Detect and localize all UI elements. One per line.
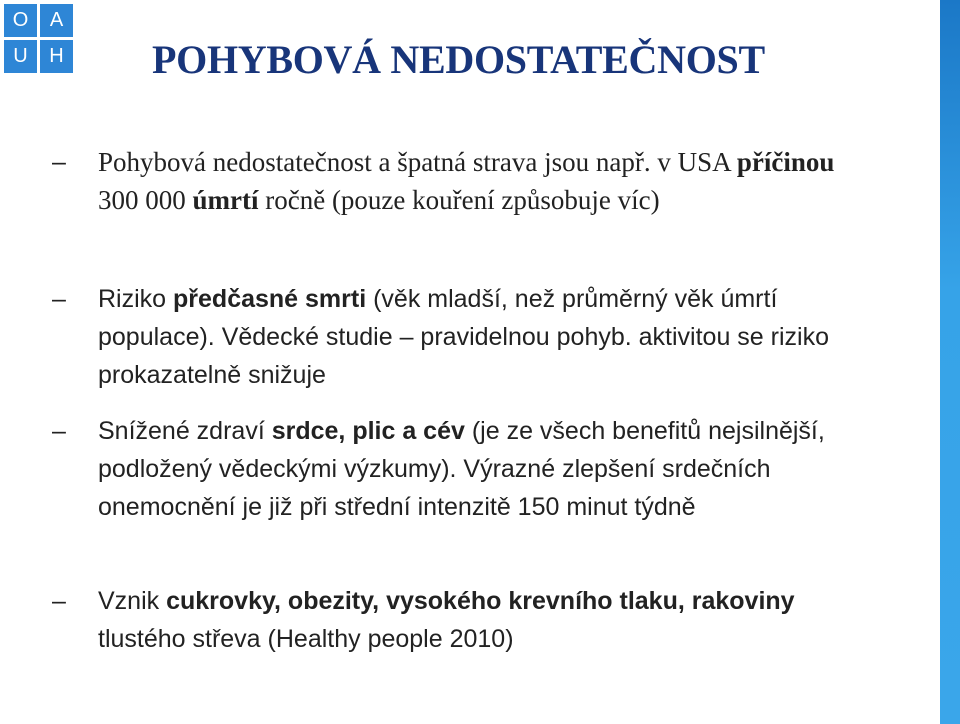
bullet-item	[52, 280, 862, 394]
bullet-dash: –	[52, 417, 66, 445]
bullet-dash: –	[52, 148, 66, 176]
bullet-text-segment: Snížené zdraví	[98, 417, 272, 445]
bullet-item	[52, 412, 862, 526]
bullet-text-segment: srdce, plic a cév	[271, 417, 465, 445]
bullet-item	[52, 582, 862, 658]
bullet-text-segment: (věk mladší, než průměrný věk úmrtí populace). Vědecké studie – pravidelnou pohyb. aktivitou se riziko prokazatelně snižuje	[98, 285, 829, 389]
bullet-text-segment: předčasné smrti	[173, 285, 367, 313]
bullet-text	[98, 143, 862, 219]
bullet-text-segment: (je ze všech benefitů nejsilnější, podložený vědeckými výzkumy). Výrazné zlepšení srdečních onemocnění je již při střední intenzitě 150 minut týdně	[98, 417, 825, 521]
bullet-item	[52, 143, 862, 219]
bullet-text-segment: 300 000	[98, 185, 193, 215]
slide-title: POHYBOVÁ NEDOSTATEČNOST	[152, 37, 765, 82]
bullet-dash: –	[52, 587, 66, 615]
bullet-text-segment: Pohybová nedostatečnost a špatná strava jsou např. v USA	[98, 147, 737, 177]
bullet-text-segment: tlustého střeva (Healthy people 2010)	[98, 625, 514, 653]
bullet-text-segment: úmrtí	[192, 185, 259, 215]
bullet-text	[98, 582, 862, 658]
bullet-text-segment: ročně (pouze kouření způsobuje víc)	[258, 185, 660, 215]
bullet-text	[98, 412, 862, 526]
bullet-text-segment: Riziko	[98, 285, 174, 313]
bullet-text-segment: příčinou	[736, 147, 835, 177]
bullet-text	[98, 280, 862, 394]
bullet-text-segment: Vznik	[98, 587, 167, 615]
bullet-dash: –	[52, 285, 66, 313]
right-accent-bar	[940, 0, 960, 724]
bullet-text-segment: cukrovky, obezity, vysokého krevního tlaku, rakoviny	[166, 587, 795, 615]
logo-letter: U	[4, 40, 37, 73]
logo-letter: A	[40, 4, 73, 37]
logo-letter: H	[40, 40, 73, 73]
logo-letter: O	[4, 4, 37, 37]
